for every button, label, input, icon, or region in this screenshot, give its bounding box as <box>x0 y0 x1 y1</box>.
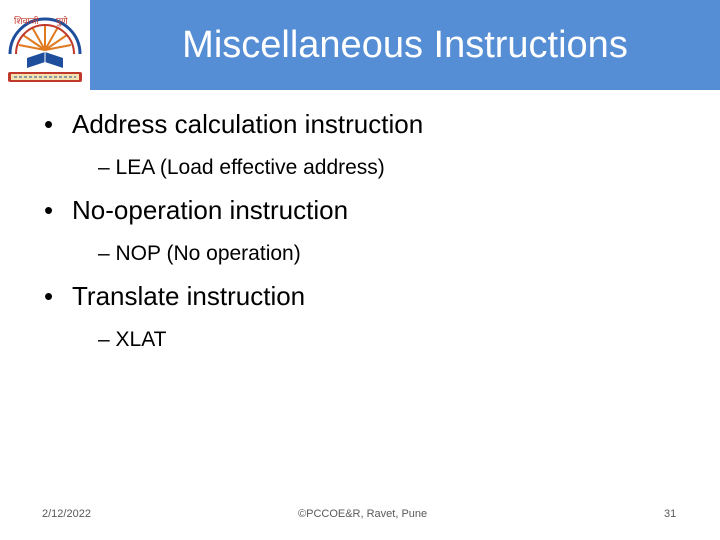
bullet-text: No-operation instruction <box>72 195 349 225</box>
svg-text:शिवाजी: शिवाजी <box>14 17 39 27</box>
logo <box>0 0 90 90</box>
bullet-marker: • <box>44 195 54 225</box>
university-seal-icon <box>2 2 88 88</box>
sub-bullet-text: – NOP (No operation) <box>98 242 301 265</box>
footer-page-number: 31 <box>664 508 677 520</box>
footer-center: ©PCCOE&R, Ravet, Pune <box>298 508 428 520</box>
bullet-marker: • <box>44 281 54 311</box>
title-bar <box>0 0 720 90</box>
bullet-text: Translate instruction <box>72 281 306 311</box>
bullet-marker: • <box>44 109 54 139</box>
bullet-text: Address calculation instruction <box>72 109 424 139</box>
sub-bullet-text: – LEA (Load effective address) <box>98 156 385 179</box>
footer-date: 2/12/2022 <box>42 508 91 520</box>
slide-title: Miscellaneous Instructions <box>182 23 628 66</box>
svg-text:पुणे: पुणे <box>56 17 68 27</box>
sub-bullet-text: – XLAT <box>98 328 167 351</box>
